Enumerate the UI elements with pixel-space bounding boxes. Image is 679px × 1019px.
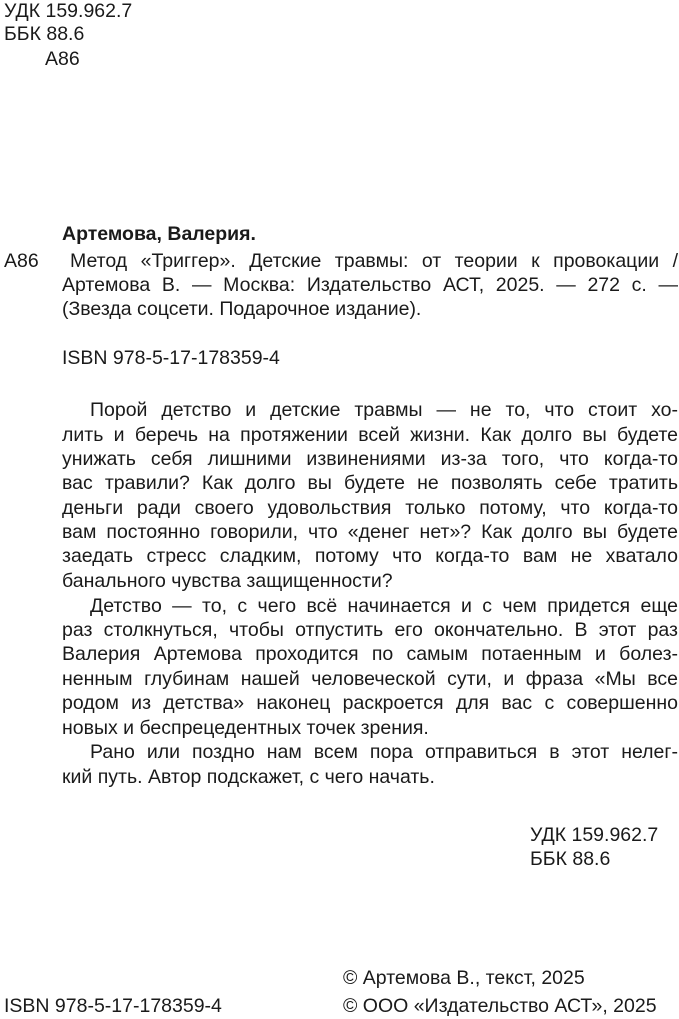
annotation-line: Детство — то, с чего всё начинается и с чем придется еще <box>90 595 678 617</box>
annotation-line: банального чувства защищенности? <box>62 570 393 592</box>
annotation-line: лить и беречь на протяжении всей жизни. Как долго вы будете <box>62 424 678 446</box>
annotation-line: деньги ради своего удовольствия только потому, что когда-то <box>62 497 678 519</box>
description-line-2: Артемова В. — Москва: Издательство АСТ, 2025. — 272 с. — <box>62 274 678 296</box>
udk-code-top: УДК 159.962.7 <box>4 0 133 22</box>
annotation-line: вас травили? Как долго вы будете не позволять себе тратить <box>62 472 678 494</box>
annotation-line: заедать стресс сладким, потому что когда-то вам не хватало <box>62 545 678 567</box>
description-line-1: Метод «Триггер». Детские травмы: от теории к провокации / <box>70 250 678 272</box>
annotation-line: новых и беспрецедентных точек зрения. <box>62 717 429 739</box>
annotation-line: Порой детство и детские травмы — не то, что стоит хо- <box>90 399 678 421</box>
isbn-footer: ISBN 978-5-17-178359-4 <box>4 995 222 1017</box>
annotation-line: раз столкнуться, чтобы отпустить его окончательно. В этот раз <box>62 619 678 641</box>
copyright-text: © Артемова В., текст, 2025 <box>343 967 585 989</box>
udk-code-bottom: УДК 159.962.7 <box>530 824 659 846</box>
author-mark-top: А86 <box>45 48 80 70</box>
isbn-entry: ISBN 978-5-17-178359-4 <box>62 347 280 369</box>
annotation-line: Рано или поздно нам всем пора отправиться в этот нелег- <box>90 741 678 763</box>
annotation-line: вам постоянно говорили, что «денег нет»? Как долго вы будете <box>62 521 678 543</box>
annotation-line: ненным глубинам нашей человеческой сути, и фраза «Мы все <box>62 668 678 690</box>
copyright-publisher: © ООО «Издательство АСТ», 2025 <box>343 995 657 1017</box>
author-mark-entry: А86 <box>4 250 39 272</box>
bbk-code-bottom: ББК 88.6 <box>530 848 611 870</box>
annotation-line: кий путь. Автор подскажет, с чего начать. <box>62 766 435 788</box>
annotation-line: Валерия Артемова проходится по самым потаенным и болез- <box>62 643 678 665</box>
annotation-line: родом из детства» наконец раскроется для вас с совершенно <box>62 692 678 714</box>
description-line-3: (Звезда соцсети. Подарочное издание). <box>62 298 422 320</box>
author-heading: Артемова, Валерия. <box>62 223 256 245</box>
annotation-line: унижать себя лишними извинениями из-за того, что когда-то <box>62 448 678 470</box>
bbk-code-top: ББК 88.6 <box>4 23 85 45</box>
